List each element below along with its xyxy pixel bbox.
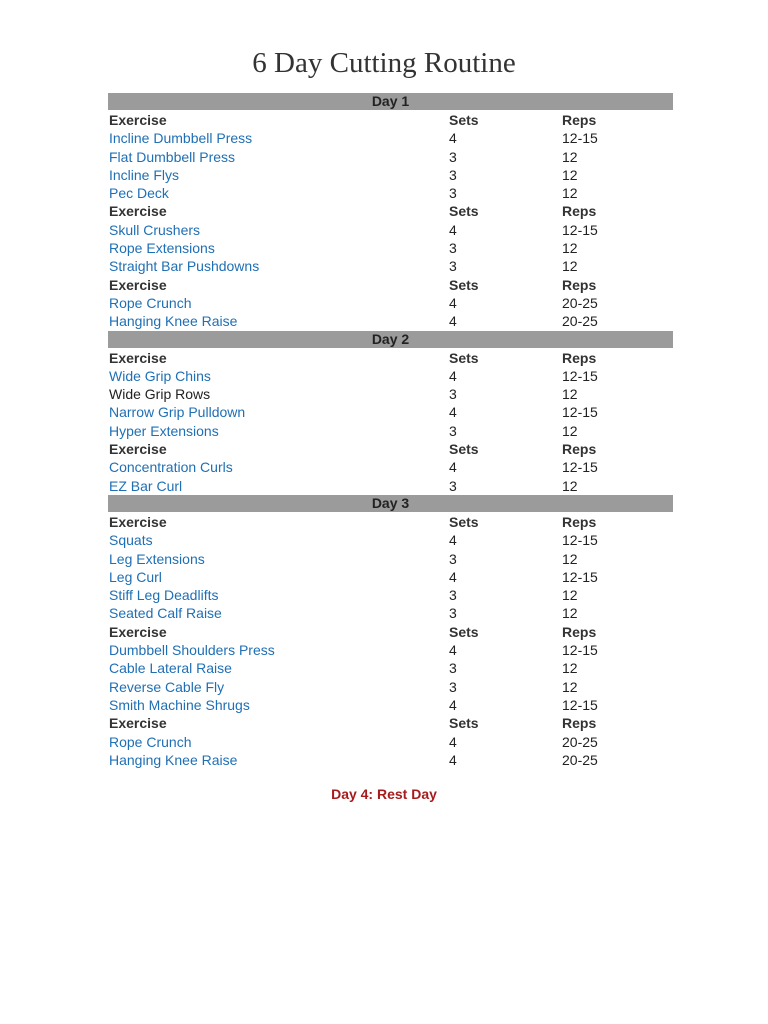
exercise-row — [108, 148, 673, 166]
exercise-row — [108, 422, 673, 440]
column-header-row — [108, 111, 673, 129]
exercise-link[interactable]: Flat Dumbbell Press — [109, 148, 236, 165]
sets-value: 4 — [449, 568, 457, 585]
exercise-row — [108, 568, 673, 586]
exercise-row — [108, 257, 673, 275]
sets-value: 3 — [449, 550, 457, 567]
sets-column-header: Sets — [449, 441, 479, 458]
reps-column-header: Reps — [562, 513, 597, 530]
sets-value: 3 — [449, 678, 457, 695]
sets-value: 3 — [449, 185, 457, 202]
exercise-link[interactable]: Narrow Grip Pulldown — [109, 404, 246, 421]
exercise-row — [108, 678, 673, 696]
reps-value: 12 — [562, 386, 578, 403]
page-title: 6 Day Cutting Routine — [252, 47, 516, 79]
sets-value: 4 — [449, 367, 457, 384]
day-header: Day 3 — [108, 495, 673, 512]
sets-value: 4 — [449, 459, 457, 476]
exercise-row — [108, 367, 673, 385]
exercise-row — [108, 733, 673, 751]
exercise-row — [108, 696, 673, 714]
exercise-row — [108, 477, 673, 495]
sets-column-header: Sets — [449, 513, 479, 530]
exercise-link[interactable]: Dumbbell Shoulders Press — [109, 642, 275, 659]
reps-column-header: Reps — [562, 441, 597, 458]
reps-value: 12-15 — [562, 367, 598, 384]
column-header-row — [108, 276, 673, 294]
sets-value: 4 — [449, 751, 457, 768]
reps-value: 12 — [562, 678, 578, 695]
exercise-link[interactable]: Squats — [109, 532, 153, 549]
exercise-link[interactable]: Hyper Extensions — [109, 422, 219, 439]
exercise-link[interactable]: Stiff Leg Deadlifts — [109, 587, 219, 604]
exercise-row — [108, 550, 673, 568]
reps-value: 12 — [562, 550, 578, 567]
exercise-row — [108, 312, 673, 330]
reps-value: 12 — [562, 660, 578, 677]
column-header-row — [108, 202, 673, 220]
reps-value: 12-15 — [562, 532, 598, 549]
reps-value: 12-15 — [562, 696, 598, 713]
exercise-column-header: Exercise — [109, 276, 167, 293]
reps-value: 12-15 — [562, 404, 598, 421]
exercise-row — [108, 294, 673, 312]
column-header-row — [108, 349, 673, 367]
sets-value: 3 — [449, 258, 457, 275]
column-header-row — [108, 623, 673, 641]
reps-value: 12 — [562, 587, 578, 604]
day-section — [108, 93, 673, 331]
exercise-row — [108, 184, 673, 202]
exercise-column-header: Exercise — [109, 349, 167, 366]
day-header: Day 2 — [108, 331, 673, 348]
exercise-link[interactable]: Pec Deck — [109, 185, 169, 202]
exercise-row — [108, 385, 673, 403]
day-section — [108, 495, 673, 769]
exercise-link[interactable]: Rope Crunch — [109, 294, 192, 311]
sets-column-header: Sets — [449, 715, 479, 732]
exercise-column-header: Exercise — [109, 112, 167, 128]
sets-column-header: Sets — [449, 623, 479, 640]
reps-column-header: Reps — [562, 349, 597, 366]
exercise-link[interactable]: Skull Crushers — [109, 221, 201, 238]
exercise-row — [108, 659, 673, 677]
sets-value: 4 — [449, 294, 457, 311]
exercise-row — [108, 641, 673, 659]
day-header: Day 1 — [108, 93, 673, 110]
sets-value: 4 — [449, 642, 457, 659]
exercise-row — [108, 129, 673, 147]
sets-value: 4 — [449, 532, 457, 549]
sets-value: 4 — [449, 733, 457, 750]
exercise-link[interactable]: Hanging Knee Raise — [109, 313, 238, 330]
sets-value: 3 — [449, 240, 457, 257]
sets-column-header: Sets — [449, 203, 479, 220]
sets-column-header: Sets — [449, 349, 479, 366]
reps-value: 20-25 — [562, 733, 598, 750]
sets-value: 3 — [449, 477, 457, 494]
reps-column-header: Reps — [562, 112, 597, 128]
reps-value: 12 — [562, 166, 578, 183]
reps-value: 12 — [562, 477, 578, 494]
exercise-row — [108, 604, 673, 622]
column-header-row — [108, 714, 673, 732]
reps-value: 12 — [562, 185, 578, 202]
exercise-link[interactable]: Smith Machine Shrugs — [109, 696, 250, 713]
exercise-link[interactable]: Leg Extensions — [109, 550, 205, 567]
exercise-link[interactable]: Wide Grip Chins — [109, 367, 211, 384]
reps-value: 20-25 — [562, 313, 598, 330]
reps-value: 12 — [562, 258, 578, 275]
reps-column-header: Reps — [562, 715, 597, 732]
sets-value: 3 — [449, 148, 457, 165]
reps-column-header: Reps — [562, 203, 597, 220]
day-section — [108, 331, 673, 495]
reps-value: 12-15 — [562, 221, 598, 238]
reps-value: 20-25 — [562, 751, 598, 768]
exercise-link[interactable]: Seated Calf Raise — [109, 605, 222, 622]
exercise-link[interactable]: Cable Lateral Raise — [109, 660, 232, 677]
sets-value: 4 — [449, 404, 457, 421]
exercise-row — [108, 403, 673, 421]
exercise-column-header: Exercise — [109, 441, 167, 458]
reps-value: 12 — [562, 605, 578, 622]
exercise-link[interactable]: Incline Flys — [109, 166, 180, 183]
exercise-link[interactable]: Rope Extensions — [109, 240, 215, 257]
reps-value: 12 — [562, 422, 578, 439]
reps-value: 20-25 — [562, 294, 598, 311]
rest-day-label: Day 4: Rest Day — [331, 786, 437, 802]
reps-value: 12-15 — [562, 568, 598, 585]
exercise-column-header: Exercise — [109, 715, 167, 732]
exercise-row — [108, 531, 673, 549]
column-header-row — [108, 513, 673, 531]
routine-table — [108, 93, 673, 769]
sets-value: 3 — [449, 605, 457, 622]
exercise-link[interactable]: Straight Bar Pushdowns — [109, 258, 260, 275]
exercise-link[interactable]: Reverse Cable Fly — [109, 678, 225, 695]
sets-column-header: Sets — [449, 276, 479, 293]
sets-value: 4 — [449, 221, 457, 238]
column-header-row — [108, 440, 673, 458]
reps-value: 12-15 — [562, 459, 598, 476]
sets-value: 3 — [449, 386, 457, 403]
exercise-column-header: Exercise — [109, 513, 167, 530]
reps-column-header: Reps — [562, 276, 597, 293]
reps-value: 12 — [562, 148, 578, 165]
reps-value: 12-15 — [562, 642, 598, 659]
sets-value: 3 — [449, 422, 457, 439]
sets-value: 4 — [449, 696, 457, 713]
sets-value: 3 — [449, 660, 457, 677]
sets-value: 3 — [449, 166, 457, 183]
exercise-column-header: Exercise — [109, 623, 167, 640]
exercise-link[interactable]: Rope Crunch — [109, 733, 192, 750]
exercise-row — [108, 751, 673, 769]
exercise-row — [108, 586, 673, 604]
sets-value: 3 — [449, 587, 457, 604]
exercise-link[interactable]: Incline Dumbbell Press — [109, 130, 253, 147]
exercise-row — [108, 458, 673, 476]
reps-value: 12-15 — [562, 130, 598, 147]
sets-column-header: Sets — [449, 112, 479, 128]
exercise-row — [108, 166, 673, 184]
exercise-link[interactable]: Leg Curl — [109, 568, 162, 585]
exercise-column-header: Exercise — [109, 203, 167, 220]
sets-value: 4 — [449, 130, 457, 147]
exercise-link[interactable]: Concentration Curls — [109, 459, 233, 476]
reps-value: 12 — [562, 240, 578, 257]
exercise-row — [108, 239, 673, 257]
exercise-link[interactable]: Hanging Knee Raise — [109, 751, 238, 768]
exercise-name: Wide Grip Rows — [109, 386, 211, 403]
exercise-link[interactable]: EZ Bar Curl — [109, 477, 183, 494]
reps-column-header: Reps — [562, 623, 597, 640]
exercise-row — [108, 221, 673, 239]
sets-value: 4 — [449, 313, 457, 330]
